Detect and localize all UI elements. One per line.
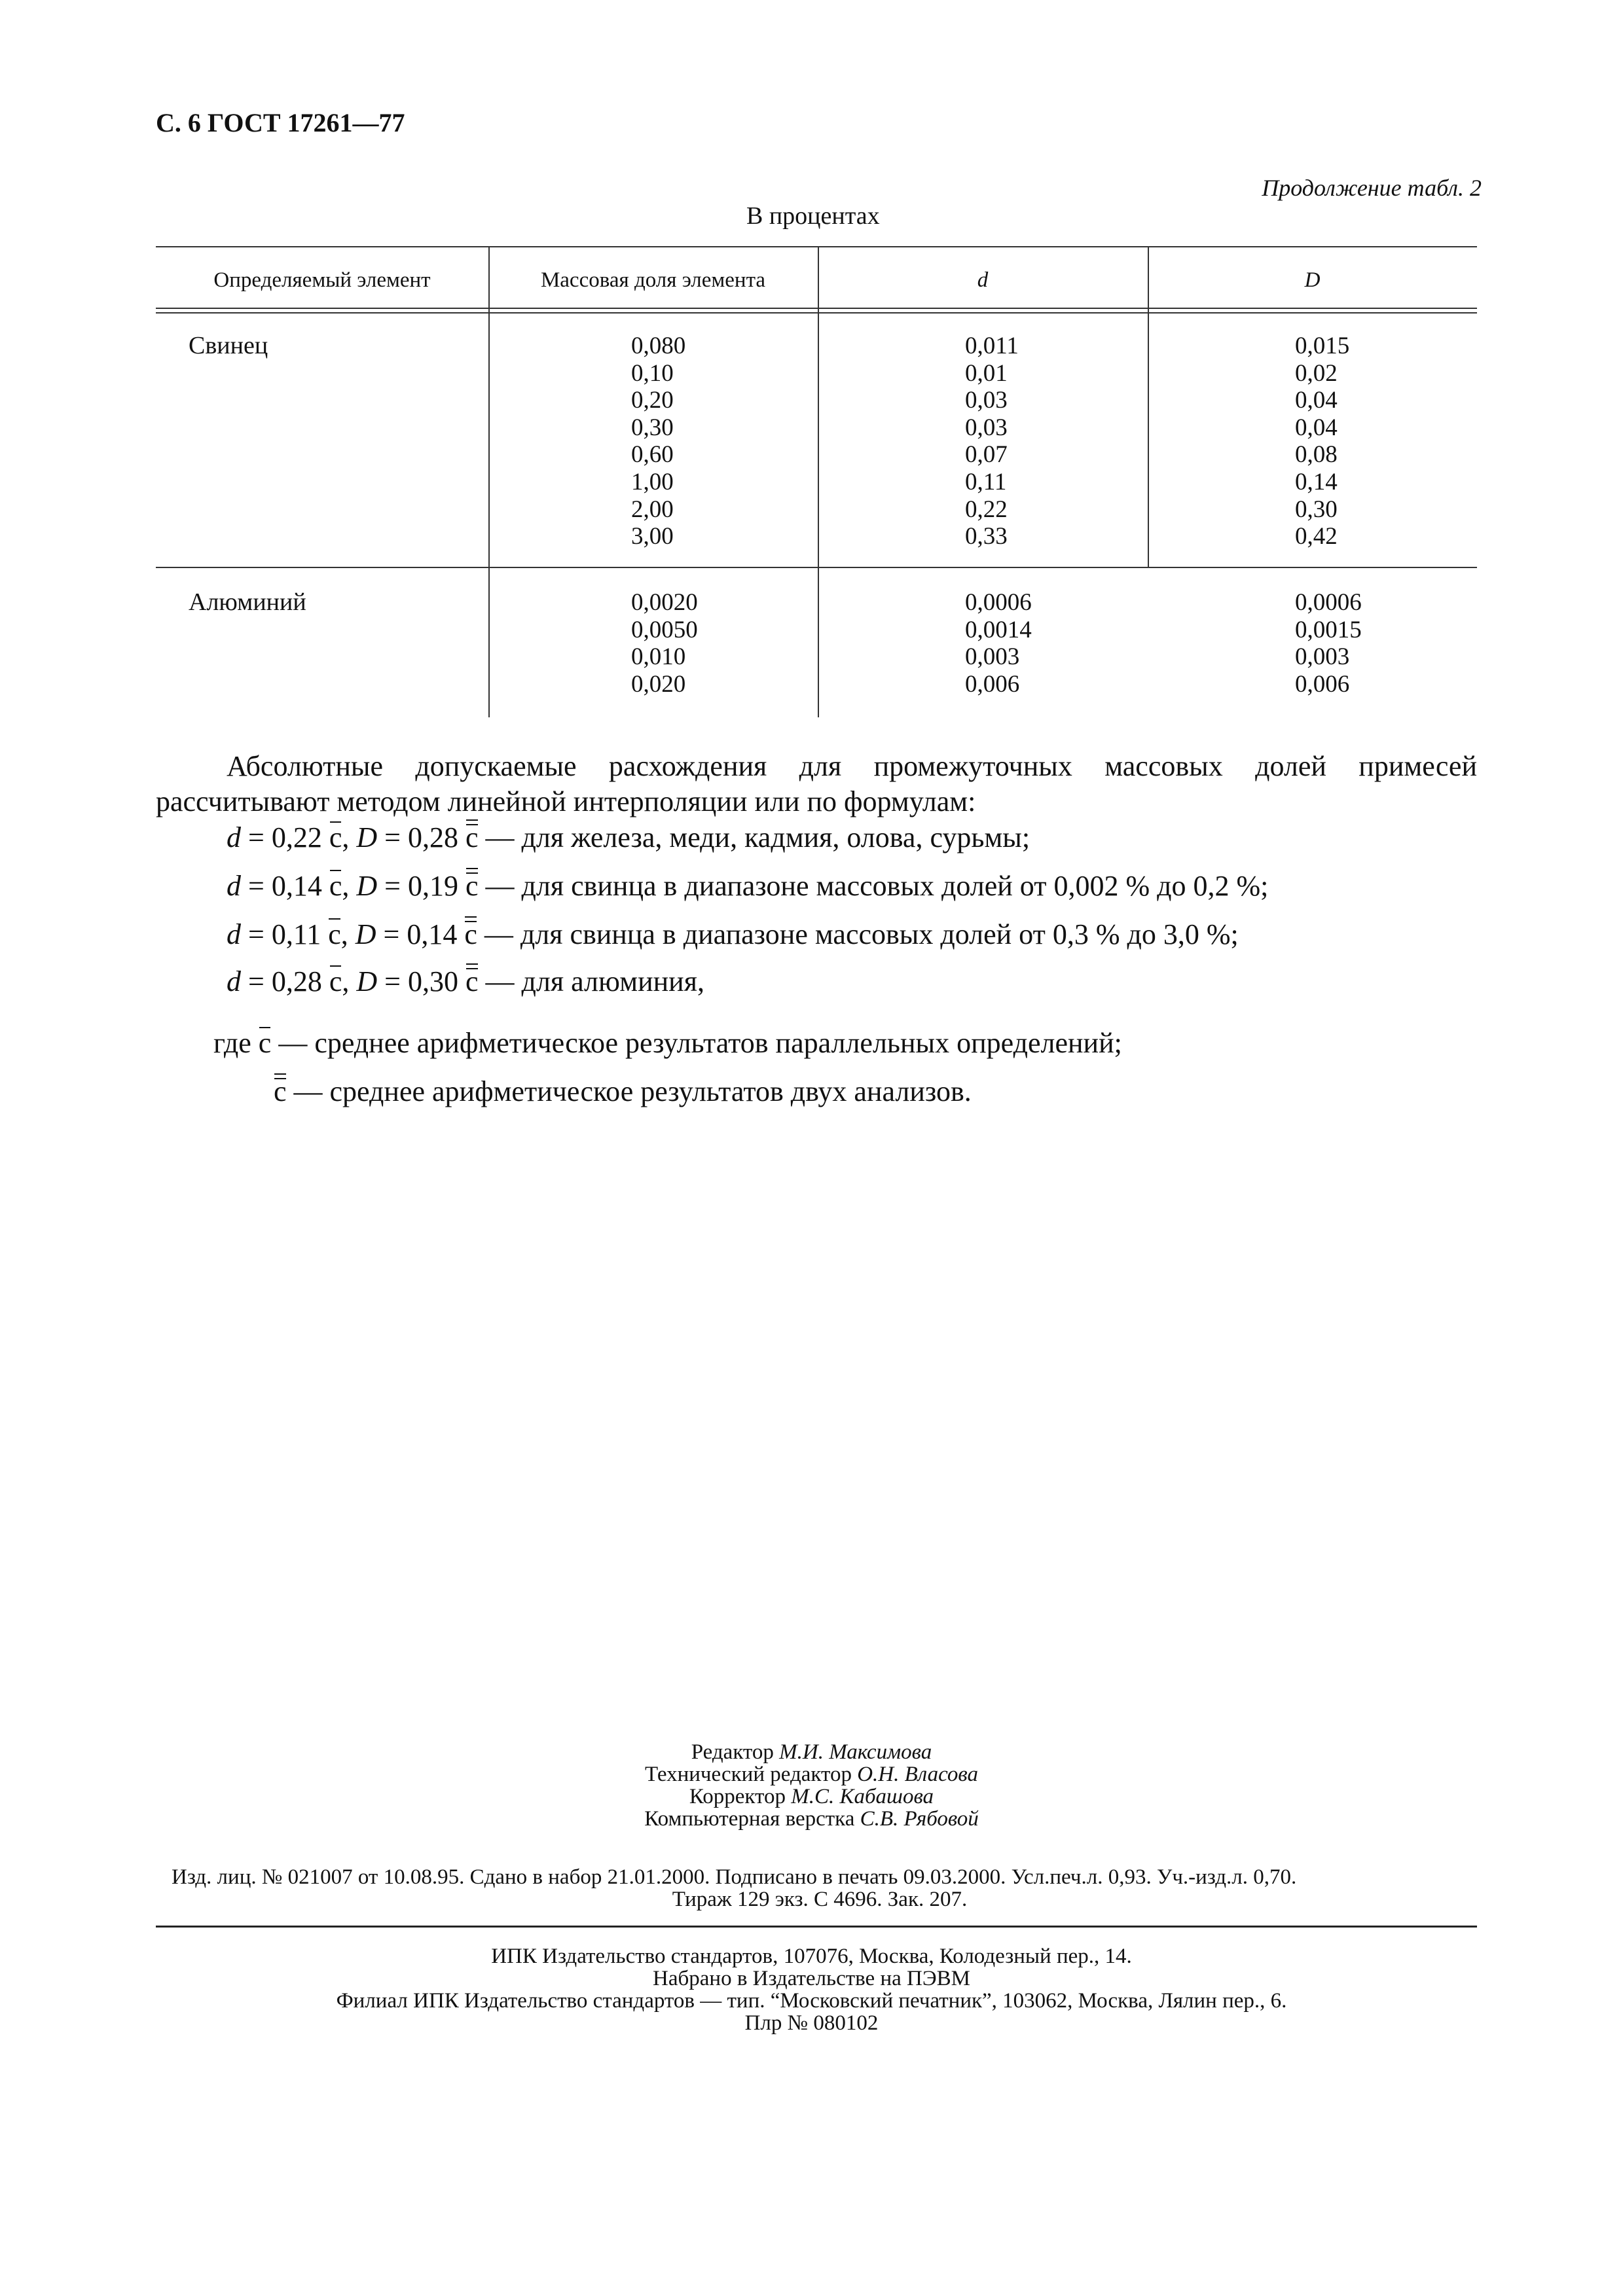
mean-symbol: c [258,1027,272,1059]
formula-d-coef: 0,11 [271,918,321,950]
table-cell: 0,33 [965,523,1008,550]
table-cell: 0,04 [1295,414,1338,441]
table-cell: 0,22 [965,495,1008,523]
table-cell: 0,03 [965,387,1008,414]
table-cell: 0,11 [965,468,1007,495]
header-rule-2 [156,312,1477,314]
table-cell: 0,14 [1295,468,1338,495]
table-continuation-label: Продолжение табл. 2 [1262,175,1482,201]
table-cell: 0,03 [965,414,1008,441]
formula-text: — для алюминия, [485,965,704,997]
formula-line: d = 0,22 c, D = 0,28 c — для железа, меди, кадмия, олова, сурьмы; [227,821,1030,853]
col-divider-2 [818,246,819,717]
data-table [156,246,1477,717]
table-cell: 0,0015 [1295,616,1362,643]
col-divider-1 [488,246,490,717]
element-aluminium: Алюминий [189,588,306,616]
lead-mass-values [631,332,685,550]
formula-d-coef: 0,14 [271,870,322,902]
formula-D-coef: 0,19 [407,870,458,902]
imprint-editors [0,1741,1623,1830]
table-cell: 0,020 [631,670,686,698]
table-cell: 0,0050 [631,616,698,643]
formula-line: d = 0,14 c, D = 0,19 c — для свинца в диапазоне массовых долей от 0,002 % до 0,2 %; [227,870,1269,902]
formula-text: — для свинца в диапазоне массовых долей от 0,002 % до 0,2 %; [485,870,1269,902]
header-D: D [1304,268,1321,292]
publication-line-1: Изд. лиц. № 021007 от 10.08.95. Сдано в набор 21.01.2000. Подписано в печать 09.03.2000. Усл.печ.л. 0,93. Уч.-изд.л. 0,70. [172,1865,1297,1889]
double-mean-symbol: c [465,870,479,902]
lead-D-values [1295,332,1349,550]
element-lead: Свинец [189,332,268,359]
where-text-2: — среднее арифметическое результатов двух анализов. [293,1075,972,1107]
page-header: С. 6 ГОСТ 17261—77 [156,108,405,137]
table-cell: 0,01 [965,359,1008,387]
mean-symbol: c [328,918,341,950]
printing-line-3: Филиал ИПК Издательство стандартов — тип. “Московский печатник”, 103062, Москва, Лялин пер., 6. [336,1989,1287,2013]
mean-symbol: c [329,821,342,853]
table-cell: 0,0006 [965,589,1032,616]
table-cell: 0,011 [965,332,1019,359]
table-cell: 0,02 [1295,359,1338,387]
aluminium-mass-values [631,589,698,698]
where-line-2 [274,1075,972,1108]
double-mean-symbol: c [464,918,477,950]
double-mean-symbol: c [465,821,479,853]
table-cell: 0,080 [631,332,686,359]
publication-line-2: Тираж 129 экз. С 4696. Зак. 207. [672,1888,968,1911]
imprint-rule [156,1926,1477,1928]
table-cell: 0,0020 [631,589,698,616]
formula-text: — для железа, меди, кадмия, олова, сурьмы; [485,821,1030,853]
table-cell: 0,006 [1295,670,1350,698]
printing-line-4: Плр № 080102 [744,2011,879,2035]
table-cell: 0,003 [1295,643,1350,671]
table-cell: 0,0006 [1295,589,1362,616]
aluminium-D-values [1295,589,1362,698]
lead-d-values [965,332,1019,550]
imprint-tech-editor: Технический редактор О.Н. Власова [644,1763,979,1786]
group-separator [156,567,1477,568]
table-top-rule [156,246,1477,247]
publication-info [172,1866,1468,1910]
table-cell: 0,015 [1295,332,1350,359]
where-line-1 [213,1026,1122,1060]
body-paragraph: Абсолютные допускаемые расхождения для промежуточных массовых долей примесей рассчитывают методом линейной интерполяции или по формулам: [156,750,1477,817]
table-units: В процентах [746,202,880,230]
table-cell: 0,003 [965,643,1020,671]
table-cell: 0,07 [965,441,1008,469]
double-mean-symbol: c [274,1075,287,1107]
printing-line-2: Набрано в Издательстве на ПЭВМ [653,1967,970,1990]
mean-symbol: c [329,870,342,902]
printing-info [0,1945,1623,2034]
imprint-layout: Компьютерная верстка С.В. Рябовой [644,1807,979,1831]
formula-d-coef: 0,22 [271,821,322,853]
table-cell: 0,30 [631,414,674,441]
table-cell: 3,00 [631,523,674,550]
imprint-corrector: Корректор М.С. Кабашова [689,1785,934,1808]
table-cell: 0,20 [631,387,674,414]
header-d: d [977,268,989,292]
formula-line: d = 0,28 c, D = 0,30 c — для алюминия, [227,965,704,997]
double-mean-symbol: c [465,965,479,997]
table-cell: 0,006 [965,670,1020,698]
header-element: Определяемый элемент [213,268,431,292]
formula-d-coef: 0,28 [271,965,322,997]
table-cell: 0,42 [1295,523,1338,550]
table-cell: 2,00 [631,495,674,523]
mean-symbol: c [329,965,342,997]
aluminium-d-values [965,589,1032,698]
table-cell: 0,30 [1295,495,1338,523]
table-cell: 1,00 [631,468,674,495]
table-cell: 0,04 [1295,387,1338,414]
formula-text: — для свинца в диапазоне массовых долей от 0,3 % до 3,0 %; [484,918,1239,950]
header-rule-1 [156,308,1477,309]
table-cell: 0,010 [631,643,686,671]
table-cell: 0,10 [631,359,674,387]
imprint-editor: Редактор М.И. Максимова [691,1740,932,1764]
formula-line: d = 0,11 c, D = 0,14 c — для свинца в диапазоне массовых долей от 0,3 % до 3,0 %; [227,918,1239,950]
where-prefix: где [213,1027,251,1059]
where-text-1: — среднее арифметическое результатов параллельных определений; [278,1027,1122,1059]
formula-D-coef: 0,28 [407,821,458,853]
table-cell: 0,60 [631,441,674,469]
formula-D-coef: 0,14 [407,918,458,950]
printing-line-1: ИПК Издательство стандартов, 107076, Москва, Колодезный пер., 14. [491,1945,1132,1968]
col-divider-3 [1148,246,1149,567]
table-cell: 0,0014 [965,616,1032,643]
table-cell: 0,08 [1295,441,1338,469]
header-mass: Массовая доля элемента [540,268,766,292]
formula-D-coef: 0,30 [407,965,458,997]
